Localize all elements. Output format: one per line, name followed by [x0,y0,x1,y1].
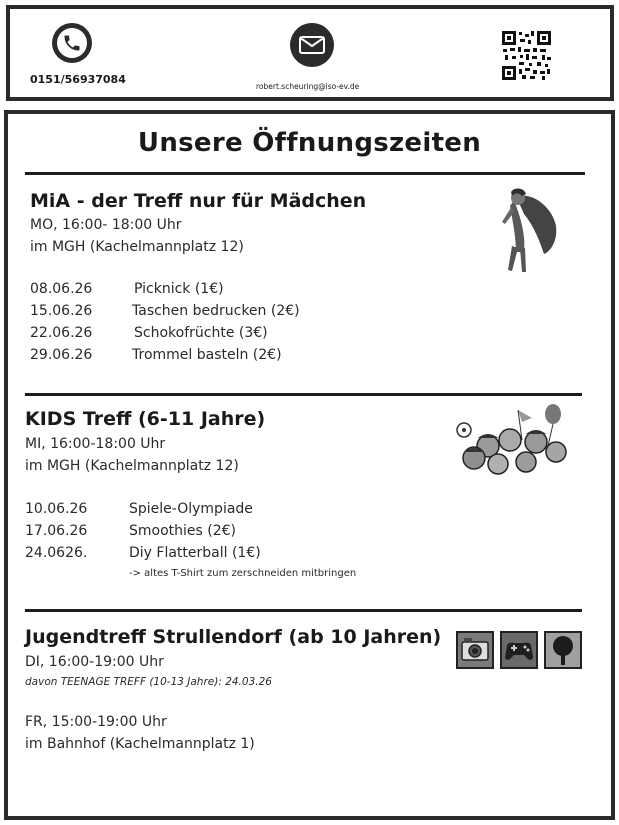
kids-event-name: Spiele-Olympiade [129,501,253,517]
mia-event-name: Picknick (1€) [134,281,224,297]
superhero-girl-illustration [494,186,562,276]
jugend-time-di: DI, 16:00-19:00 Uhr [25,654,164,670]
section-divider [25,393,582,396]
jugend-place: im Bahnhof (Kachelmannplatz 1) [25,736,255,752]
mia-event-date: 22.06.26 [30,325,93,341]
kids-event-date: 17.06.26 [25,523,88,539]
kids-title: KIDS Treff (6-11 Jahre) [25,408,266,430]
camera-icon [456,631,494,669]
jugend-time-fr: FR, 15:00-19:00 Uhr [25,714,167,730]
title-divider [25,172,585,175]
kids-note: -> altes T-Shirt zum zerschneiden mitbringen [129,568,357,579]
email-address: robert.scheuring@iso-ev.de [256,82,360,91]
kids-place: im MGH (Kachelmannplatz 12) [25,458,239,474]
mia-event-name: Trommel basteln (2€) [132,347,282,363]
mia-time: MO, 16:00- 18:00 Uhr [30,217,182,233]
mia-event-name: Schokofrüchte (3€) [134,325,268,341]
jugend-title: Jugendtreff Strullendorf (ab 10 Jahren) [25,626,442,648]
phone-number: 0151/56937084 [30,73,126,86]
table-tennis-icon [544,631,582,669]
opening-hours-panel [4,110,615,820]
phone-icon [52,23,92,63]
kids-event-name: Diy Flatterball (1€) [129,545,261,561]
contact-header [6,5,614,101]
kids-group-illustration [452,400,568,476]
section-divider [25,609,582,612]
page-title: Unsere Öffnungszeiten [137,128,482,158]
kids-time: MI, 16:00-18:00 Uhr [25,436,166,452]
qr-code-icon[interactable] [502,31,551,80]
teenage-note: davon TEENAGE TREFF (10-13 Jahre): 24.03.26 [25,676,272,688]
gamepad-icon [500,631,538,669]
mia-event-date: 15.06.26 [30,303,93,319]
mail-icon [290,23,334,67]
mia-place: im MGH (Kachelmannplatz 12) [30,239,244,255]
kids-event-date: 24.0626. [25,545,88,561]
kids-event-name: Smoothies (2€) [129,523,237,539]
mia-event-date: 08.06.26 [30,281,93,297]
kids-event-date: 10.06.26 [25,501,88,517]
mia-title: MiA - der Treff nur für Mädchen [30,190,367,212]
mia-event-name: Taschen bedrucken (2€) [132,303,300,319]
mia-event-date: 29.06.26 [30,347,93,363]
